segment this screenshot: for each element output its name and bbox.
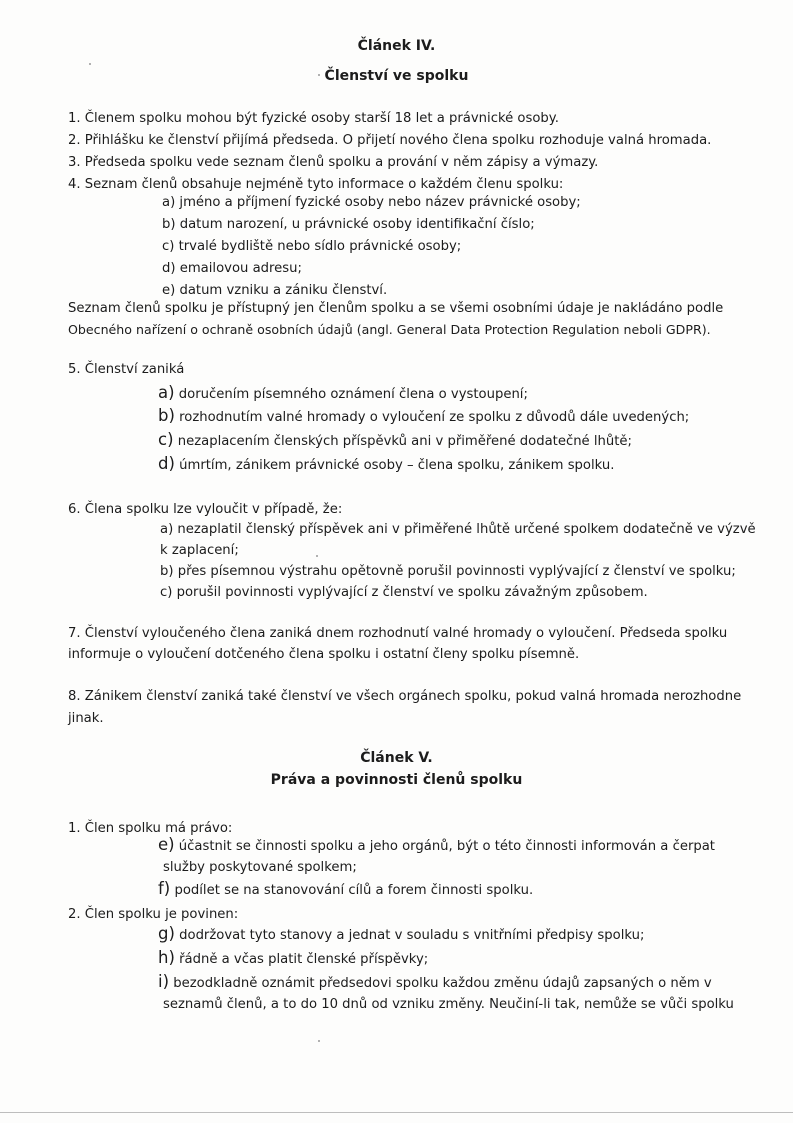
sub-text: nezaplacením členských příspěvků ani v přiměřené dodatečné lhůtě; (177, 434, 632, 449)
art-5-sub-e (158, 836, 715, 856)
item-5-sub-c (158, 431, 632, 451)
item-5-sub-d (158, 455, 614, 475)
scan-speck (318, 74, 320, 76)
sub-text: účastnit se činnosti spolku a jeho orgánů, být o této činnosti informován a čerpat (178, 839, 715, 854)
article-5-item-2: 2. Člen spolku je povinen: (68, 907, 239, 922)
art-5-sub-i-cont: seznamů členů, a to do 10 dnů od vzniku změny. Neučiní-li tak, nemůže se vůči spolku (163, 997, 734, 1012)
sub-letter: b) (158, 406, 175, 425)
article-4-item-4: 4. Seznam členů obsahuje nejméně tyto informace o každém členu spolku: (68, 177, 564, 192)
sub-text: bezodkladně oznámit předsedovi spolku každou změnu údajů zapsaných o něm v (173, 976, 712, 991)
sub-letter: e) (158, 835, 175, 854)
scan-speck (316, 555, 318, 557)
art-5-sub-g (158, 925, 644, 945)
article-4-item-3: 3. Předseda spolku vede seznam členů spolku a prování v něm zápisy a výmazy. (68, 155, 599, 170)
sub-letter: c) (158, 430, 174, 449)
item-6-sub-a-cont: k zaplacení; (160, 543, 239, 558)
art-5-sub-h (158, 949, 428, 969)
article-4-item-6: 6. Člena spolku lze vyloučit v případě, že: (68, 502, 343, 517)
art-5-sub-i (158, 973, 712, 993)
article-4-item-7-line-1: 7. Členství vyloučeného člena zaniká dnem rozhodnutí valné hromady o vyloučení. Předseda spolku (68, 626, 728, 641)
sub-text: dodržovat tyto stanovy a jednat v souladu s vnitřními předpisy spolku; (179, 928, 645, 943)
art-5-sub-e-cont: služby poskytované spolkem; (163, 860, 357, 875)
sub-text: doručením písemného oznámení člena o vystoupení; (178, 387, 528, 402)
sub-letter: i) (158, 972, 170, 991)
gdpr-line-1: Seznam členů spolku je přístupný jen členům spolku a se všemi osobními údaje je nakládáno podle (68, 301, 724, 316)
article-4-title: Článek IV. (357, 38, 436, 54)
sub-letter: d) (158, 454, 175, 473)
article-4-item-8-line-2: jinak. (68, 711, 104, 726)
article-5-subtitle: Práva a povinnosti členů spolku (270, 772, 523, 788)
scan-speck (89, 63, 91, 65)
sub-text: podílet se na stanovování cílů a forem činnosti spolku. (174, 883, 534, 898)
item-6-sub-a: a) nezaplatil členský příspěvek ani v přiměřené lhůtě určené spolkem dodatečně ve výzvě (160, 522, 756, 537)
sub-letter: g) (158, 924, 175, 943)
article-4-item-7-line-2: informuje o vyloučení dotčeného člena spolku i ostatní členy spolku písemně. (68, 647, 580, 662)
sub-letter: f) (158, 879, 171, 898)
art-5-sub-f (158, 880, 533, 900)
item-5-sub-a (158, 384, 528, 404)
gdpr-line-2: Obecného nařízení o ochraně osobních údajů (angl. General Data Protection Regulation neboli GDPR). (68, 322, 711, 337)
item-4-sub-d: d) emailovou adresu; (162, 261, 302, 276)
article-4-subtitle: Členství ve spolku (324, 68, 469, 84)
article-4-item-5: 5. Členství zaniká (68, 362, 185, 377)
item-4-sub-c: c) trvalé bydliště nebo sídlo právnické osoby; (162, 239, 462, 254)
article-4-item-8-line-1: 8. Zánikem členství zaniká také členství ve všech orgánech spolku, pokud valná hromada nerozhodne (68, 689, 742, 704)
article-4-item-1: 1. Členem spolku mohou být fyzické osoby starší 18 let a právnické osoby. (68, 111, 559, 126)
item-5-sub-b (158, 407, 689, 427)
sub-text: rozhodnutím valné hromady o vyloučení ze spolku z důvodů dále uvedených; (179, 410, 690, 425)
item-6-sub-c: c) porušil povinnosti vyplývající z členství ve spolku závažným způsobem. (160, 585, 648, 600)
scan-edge-line (0, 1112, 793, 1113)
sub-letter: a) (158, 383, 175, 402)
article-5-item-1: 1. Člen spolku má právo: (68, 821, 233, 836)
sub-text: úmrtím, zánikem právnické osoby – člena spolku, zánikem spolku. (179, 458, 615, 473)
item-4-sub-b: b) datum narození, u právnické osoby identifikační číslo; (162, 217, 535, 232)
article-4-item-2: 2. Přihlášku ke členství přijímá předseda. O přijetí nového člena spolku rozhoduje valná hromada. (68, 133, 712, 148)
article-5-title: Článek V. (360, 750, 433, 766)
scan-speck (318, 1040, 320, 1042)
item-4-sub-e: e) datum vzniku a zániku členství. (162, 283, 388, 298)
sub-text: řádně a včas platit členské příspěvky; (179, 952, 429, 967)
item-4-sub-a: a) jméno a příjmení fyzické osoby nebo název právnické osoby; (162, 195, 581, 210)
sub-letter: h) (158, 948, 175, 967)
item-6-sub-b: b) přes písemnou výstrahu opětovně porušil povinnosti vyplývající z členství ve spolku; (160, 564, 736, 579)
